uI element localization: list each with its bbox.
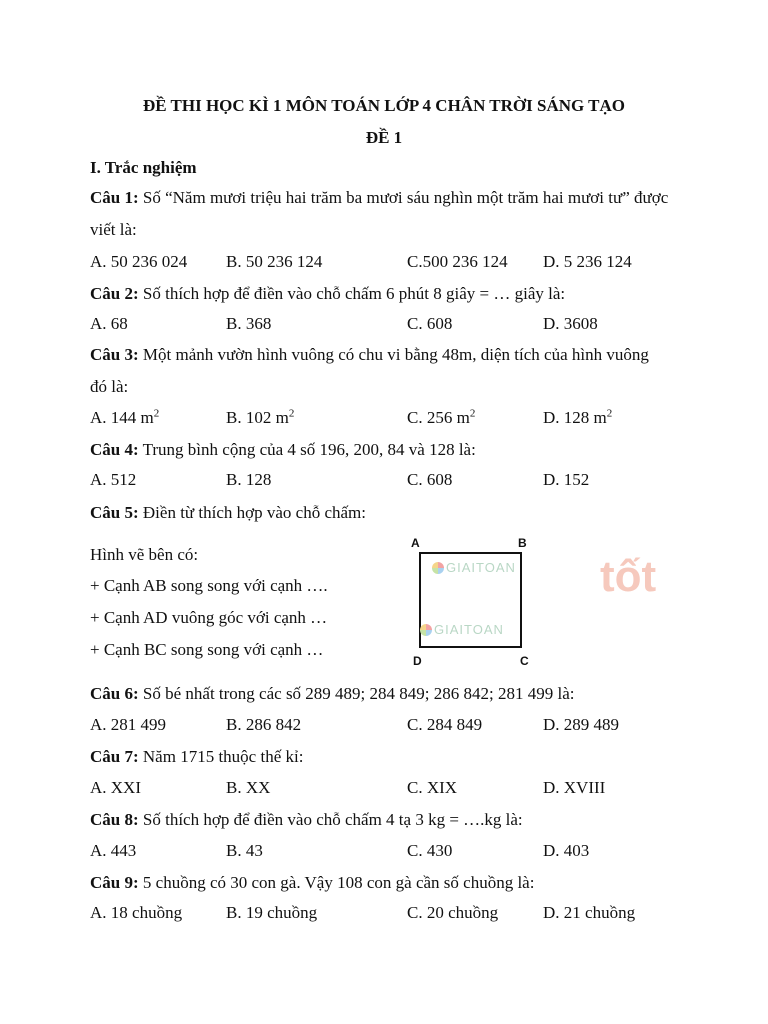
question-4-options — [0, 470, 768, 492]
question-2-label: Câu 2: — [90, 284, 139, 303]
exam-title: ĐỀ THI HỌC KÌ 1 MÔN TOÁN LỚP 4 CHÂN TRỜI SÁNG TẠO — [142, 96, 626, 115]
question-7-options — [0, 778, 768, 800]
question-9-options — [0, 903, 768, 925]
option-c: C. 256 $m^2$ — [407, 407, 476, 427]
option-a: A. 443 — [90, 841, 137, 860]
option-b: B. 128 — [226, 470, 272, 489]
option-c: C. 20 chuồng — [407, 903, 499, 922]
question-1 — [90, 188, 668, 208]
option-d: D. 21 chuồng — [543, 903, 636, 922]
question-1-options — [0, 252, 768, 274]
question-9-text: 5 chuồng có 30 con gà. Vậy 108 con gà cần số chuồng là: — [138, 873, 535, 892]
question-6 — [90, 684, 574, 704]
option-d: D. 3608 — [543, 314, 598, 333]
option-b: B. 368 — [226, 314, 272, 333]
option-a: A. XXI — [90, 778, 141, 797]
question-3-text-cont: đó là: — [90, 377, 129, 396]
option-c: C. 608 — [407, 314, 453, 333]
question-4-text: Trung bình cộng của 4 số 196, 200, 84 và 128 là: — [138, 440, 476, 459]
question-5-label: Câu 5: — [90, 503, 139, 522]
option-d: D. 403 — [543, 841, 590, 860]
option-d: D. 5 236 124 — [543, 252, 632, 271]
option-c: C. 608 — [407, 470, 453, 489]
option-d: D. 289 489 — [543, 715, 620, 734]
question-8-options — [0, 841, 768, 863]
option-a: A. 50 236 024 — [90, 252, 188, 271]
option-b: B. XX — [226, 778, 271, 797]
option-a: A. 68 — [90, 314, 128, 333]
watermark-top: GIAITOAN — [432, 560, 516, 575]
option-c: C.500 236 124 — [407, 252, 508, 271]
question-8 — [90, 810, 523, 830]
question-3-text: Một mảnh vườn hình vuông có chu vi bằng 48m, diện tích của hình vuông — [138, 345, 649, 364]
vertex-c-label: C — [520, 654, 529, 668]
question-6-options — [0, 715, 768, 737]
option-a: A. 18 chuồng — [90, 903, 183, 922]
question-6-label: Câu 6: — [90, 684, 139, 703]
question-2-text: Số thích hợp để điền vào chỗ chấm 6 phút 8 giây = … giây là: — [138, 284, 566, 303]
option-d: D. 152 — [543, 470, 590, 489]
question-8-label: Câu 8: — [90, 810, 139, 829]
question-5-text: Điền từ thích hợp vào chỗ chấm: — [138, 503, 366, 522]
question-1-label: Câu 1: — [90, 188, 139, 207]
exam-number: ĐỀ 1 — [365, 128, 403, 147]
section-title: I. Trắc nghiệm — [90, 158, 197, 177]
question-3-label: Câu 3: — [90, 345, 139, 364]
option-b: B. 43 — [226, 841, 263, 860]
vertex-a-label: A — [411, 536, 420, 550]
option-a: A. 512 — [90, 470, 137, 489]
question-9 — [90, 873, 534, 893]
statement-ad: + Cạnh AD vuông góc với cạnh … — [90, 608, 328, 627]
question-8-text: Số thích hợp để điền vào chỗ chấm 4 tạ 3 kg = ….kg là: — [138, 810, 523, 829]
question-3 — [90, 345, 649, 365]
question-1-text: Số “Năm mươi triệu hai trăm ba mươi sáu nghìn một trăm hai mươi tư” được — [138, 188, 669, 207]
question-2-options — [0, 314, 768, 336]
option-c: C. 430 — [407, 841, 453, 860]
option-b: B. 19 chuồng — [226, 903, 318, 922]
option-a: A. 144 $m^2$ — [90, 407, 160, 427]
option-c: C. XIX — [407, 778, 458, 797]
question-3-options — [0, 408, 768, 430]
statement-bc: + Cạnh BC song song với cạnh … — [90, 640, 324, 659]
tot-watermark-logo: tốt — [600, 552, 657, 601]
question-4 — [90, 440, 476, 460]
vertex-b-label: B — [518, 536, 527, 550]
question-4-label: Câu 4: — [90, 440, 139, 459]
watermark-bottom: GIAITOAN — [420, 622, 504, 637]
question-6-text: Số bé nhất trong các số 289 489; 284 849; 286 842; 281 499 là: — [138, 684, 575, 703]
watermark-logo-icon — [432, 562, 444, 574]
watermark-logo-icon — [420, 624, 432, 636]
question-5 — [90, 503, 366, 523]
option-a: A. 281 499 — [90, 715, 167, 734]
option-d: D. XVIII — [543, 778, 606, 797]
question-2 — [90, 284, 565, 304]
question-1-text-cont: viết là: — [90, 220, 137, 239]
question-7 — [90, 747, 303, 767]
question-7-text: Năm 1715 thuộc thế kỉ: — [138, 747, 304, 766]
question-7-label: Câu 7: — [90, 747, 139, 766]
option-c: C. 284 849 — [407, 715, 483, 734]
question-9-label: Câu 9: — [90, 873, 139, 892]
option-d: D. 128 $m^2$ — [543, 407, 613, 427]
statement-ab: + Cạnh AB song song với cạnh …. — [90, 576, 328, 595]
vertex-d-label: D — [413, 654, 422, 668]
option-b: B. 286 842 — [226, 715, 302, 734]
option-b: B. 102 $m^2$ — [226, 407, 295, 427]
figure-intro: Hình vẽ bên có: — [90, 545, 199, 564]
option-b: B. 50 236 124 — [226, 252, 323, 271]
